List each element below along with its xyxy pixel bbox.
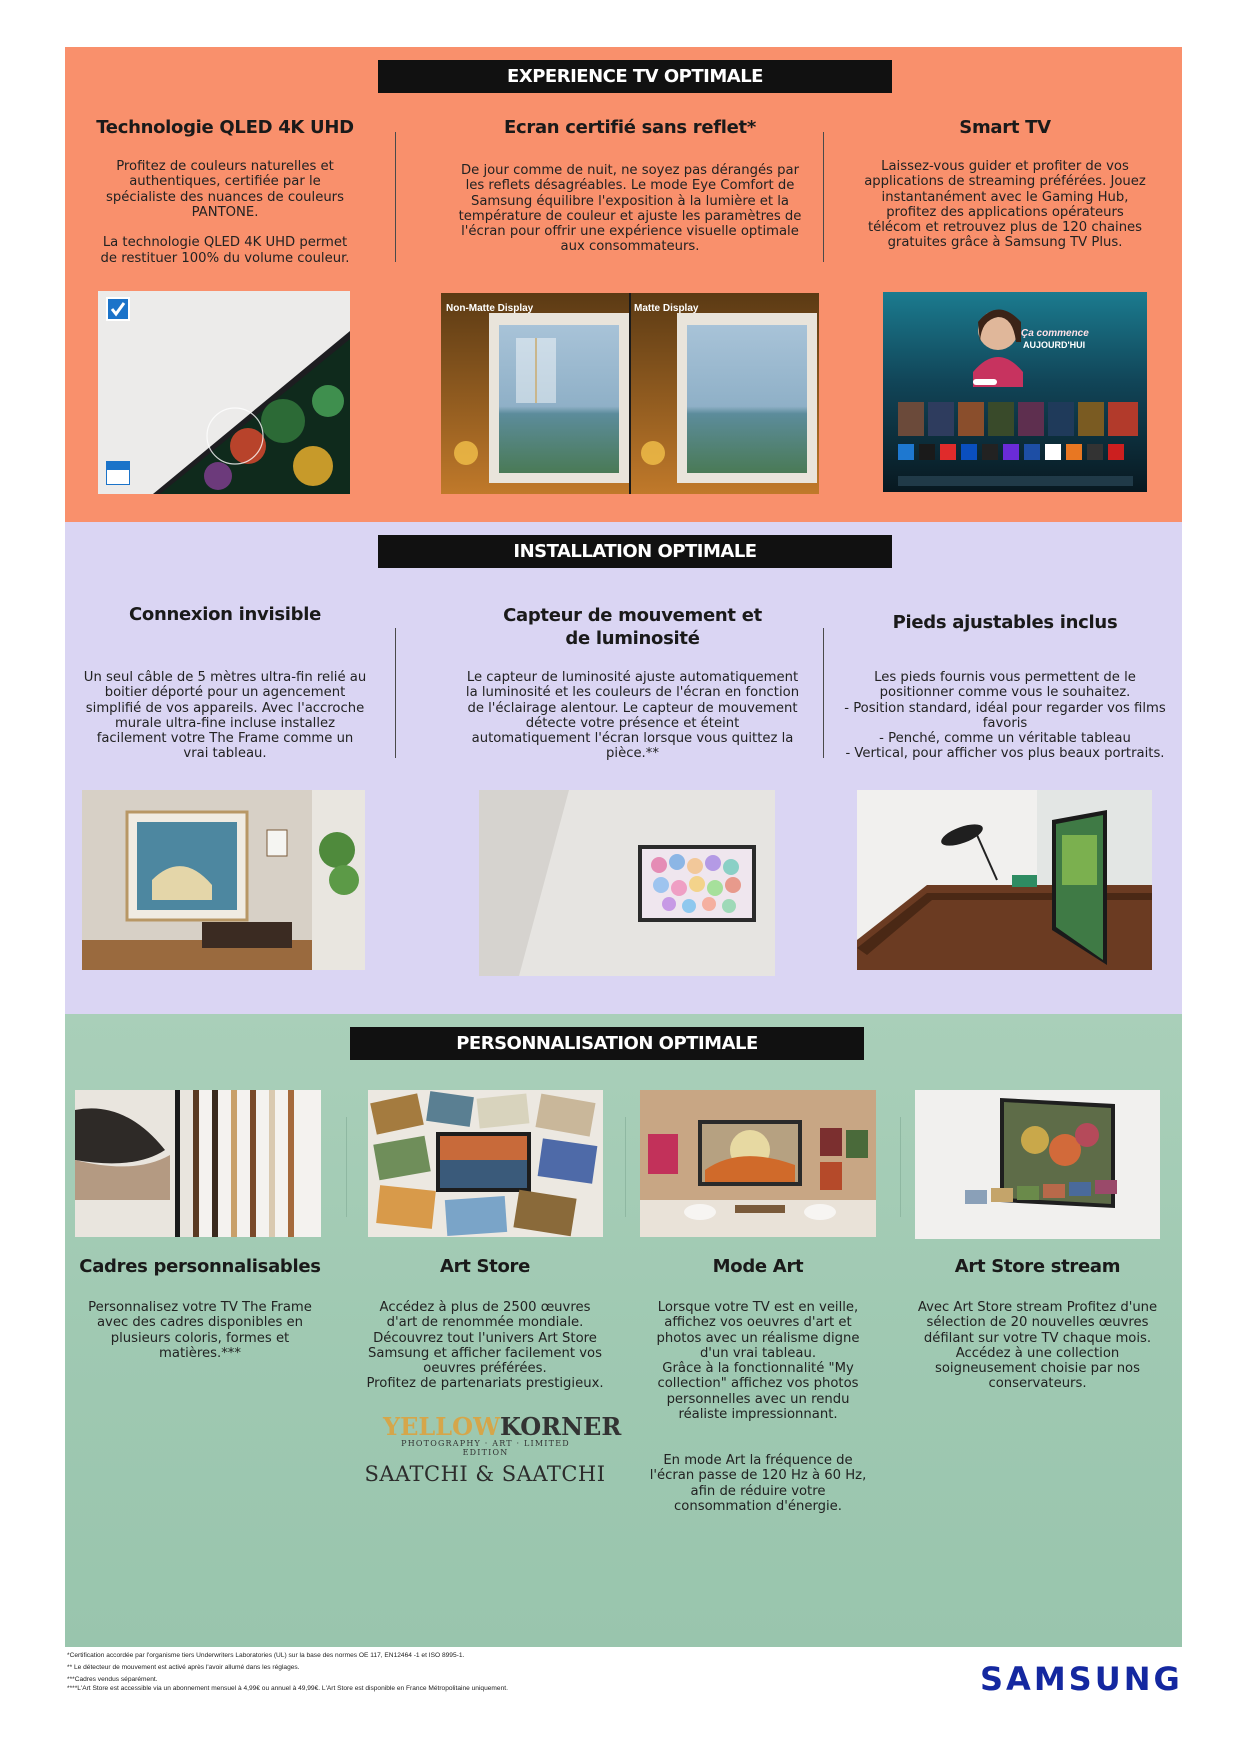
footnote-4: ****L'Art Store est accessible via un abonnement mensuel à 4,99€ ou annuel à 49,99€. L'Art Store est disponible en France Métropolitaine uniquement. [67,1685,508,1692]
title-smarttv: Smart TV [959,117,1051,138]
yellow-korner-logo [383,1412,622,1457]
yk-tagline: PHOTOGRAPHY · ART · LIMITED EDITION [401,1439,570,1457]
text-capteur: Le capteur de luminosité ajuste automatiquement la luminosité et les couleurs de l'écran en fonction de l'éclairage alentour. Le capteur de mouvement détecte votre présence et éteint automatiquement l'écran lorsque vous quittez la pièce.** [465,670,800,762]
text-art-store-stream: Avec Art Store stream Profitez d'une sélection de 20 nouvelles œuvres défilant sur votre TV chaque mois. Accédez à une collection soigneusement choisie par nos conservateurs. [917,1300,1158,1392]
art-stream-illustration [915,1090,1160,1239]
column-divider [346,1117,347,1217]
column-divider [625,1117,626,1217]
smart-headline-1: Ça commence [1021,328,1089,339]
section-banner-installation: INSTALLATION OPTIMALE [378,535,892,568]
text-smarttv: Laissez-vous guider et profiter de vos applications de streaming préférées. Jouez instantanément avec le Gaming Hub, profitez des applications opérateurs télécom et retrouvez plus de 120 chaines gratuites grâce à Samsung TV Plus. [864,159,1146,251]
art-store-stream-image [915,1090,1160,1239]
matte-comparison-illustration [441,293,819,494]
label-matte: Matte Display [634,303,699,314]
yk-dark-word: KORNER [500,1412,622,1441]
title-cadres: Cadres personnalisables [79,1256,321,1277]
certification-check-icon [106,297,130,321]
text-qled: Profitez de couleurs naturelles et authentiques, certifiée par le spécialiste des nuances de couleurs PANTONE. La technologie QLED 4K UHD permet de restituer 100% du volume couleur. [100,159,350,266]
text-cadres: Personnalisez votre TV The Frame avec des cadres disponibles en plusieurs coloris, formes et matières.*** [88,1300,312,1361]
column-divider [900,1117,901,1217]
title-mode-art: Mode Art [712,1256,804,1277]
matte-comparison-image [441,293,819,494]
title-connexion: Connexion invisible [129,604,321,625]
art-collage-illustration [368,1090,603,1237]
living-room-illustration [82,790,365,970]
title-capteur: Capteur de mouvement et de luminosité [503,605,762,649]
text-connexion: Un seul câble de 5 mètres ultra-fin relié au boitier déporté pour un agencement simplifié de vos appareils. Avec l'accroche murale ultra-fine incluse installez facilement votre The Frame comme un vrai tableau. [83,670,367,762]
frames-illustration [75,1090,321,1237]
invisible-connection-image [82,790,365,970]
title-art-store-stream: Art Store stream [954,1256,1121,1277]
footnote-2: ** Le détecteur de mouvement est activé après l'avoir allumé dans les réglages. [67,1664,300,1671]
desk-stand-illustration [857,790,1152,970]
title-art-store: Art Store [440,1256,530,1277]
title-antireflet: Ecran certifié sans reflet* [504,117,756,138]
smart-headline-2: AUJOURD'HUI [1023,340,1086,350]
gallery-wall-illustration [479,790,775,976]
adjustable-stand-image [857,790,1152,970]
smart-tv-image [883,292,1147,492]
qled-tv-image [98,291,350,494]
footnote-1: *Certification accordée par l'organisme tiers Underwriters Laboratories (UL) sur la base des normes OE 117, EN12464 -1 et ISO 8995-1. [67,1652,465,1659]
footnote-3: ***Cadres vendus séparément. [67,1676,158,1683]
samsung-logo: SAMSUNG [980,1660,1183,1698]
motion-sensor-image [479,790,775,976]
yk-yellow-word: YELLOW [383,1412,501,1441]
art-store-image [368,1090,603,1237]
qled-tv-illustration [98,291,350,494]
column-divider [395,628,396,758]
column-divider [823,132,824,262]
pantone-badge-icon [106,461,130,485]
text-mode-art: Lorsque votre TV est en veille, affichez vos oeuvres d'art et photos avec un réalisme digne d'un vrai tableau. Grâce à la fonctionnalité "My collection" affichez vos photos personnelles avec un rendu réaliste impressionnant. En mode Art la fréquence de l'écran passe de 120 Hz à 60 Hz, afin de réduire votre consommation d'énergie. [649,1300,867,1514]
section-banner-experience: EXPERIENCE TV OPTIMALE [378,60,892,93]
section-banner-personnalisation: PERSONNALISATION OPTIMALE [350,1027,864,1060]
art-mode-room-illustration [640,1090,876,1237]
column-divider [823,628,824,758]
title-qled: Technologie QLED 4K UHD [96,117,354,138]
text-art-store: Accédez à plus de 2500 œuvres d'art de renommée mondiale. Découvrez tout l'univers Art Store Samsung et afficher facilement vos oeuvres préférées. Profitez de partenariats prestigieux. [366,1300,604,1392]
column-divider [395,132,396,262]
label-non-matte: Non-Matte Display [446,303,534,314]
art-mode-image [640,1090,876,1237]
title-pieds: Pieds ajustables inclus [892,612,1118,633]
text-antireflet: De jour comme de nuit, ne soyez pas dérangés par les reflets désagréables. Le mode Eye Comfort de Samsung équilibre l'exposition à la lumière et la température de couleur et ajuste les paramètres de l'écran pour offrir une expérience visuelle optimale aux consommateurs. [458,163,802,255]
custom-frames-image [75,1090,321,1237]
saatchi-logo: SAATCHI & SAATCHI [364,1462,606,1486]
smart-tv-ui-illustration [883,292,1147,492]
text-pieds: Les pieds fournis vous permettent de le positionner comme vous le souhaitez. - Position standard, idéal pour regarder vos films favoris - Penché, comme un véritable tableau - Vertical, pour afficher vos plus beaux portraits. [844,670,1166,762]
